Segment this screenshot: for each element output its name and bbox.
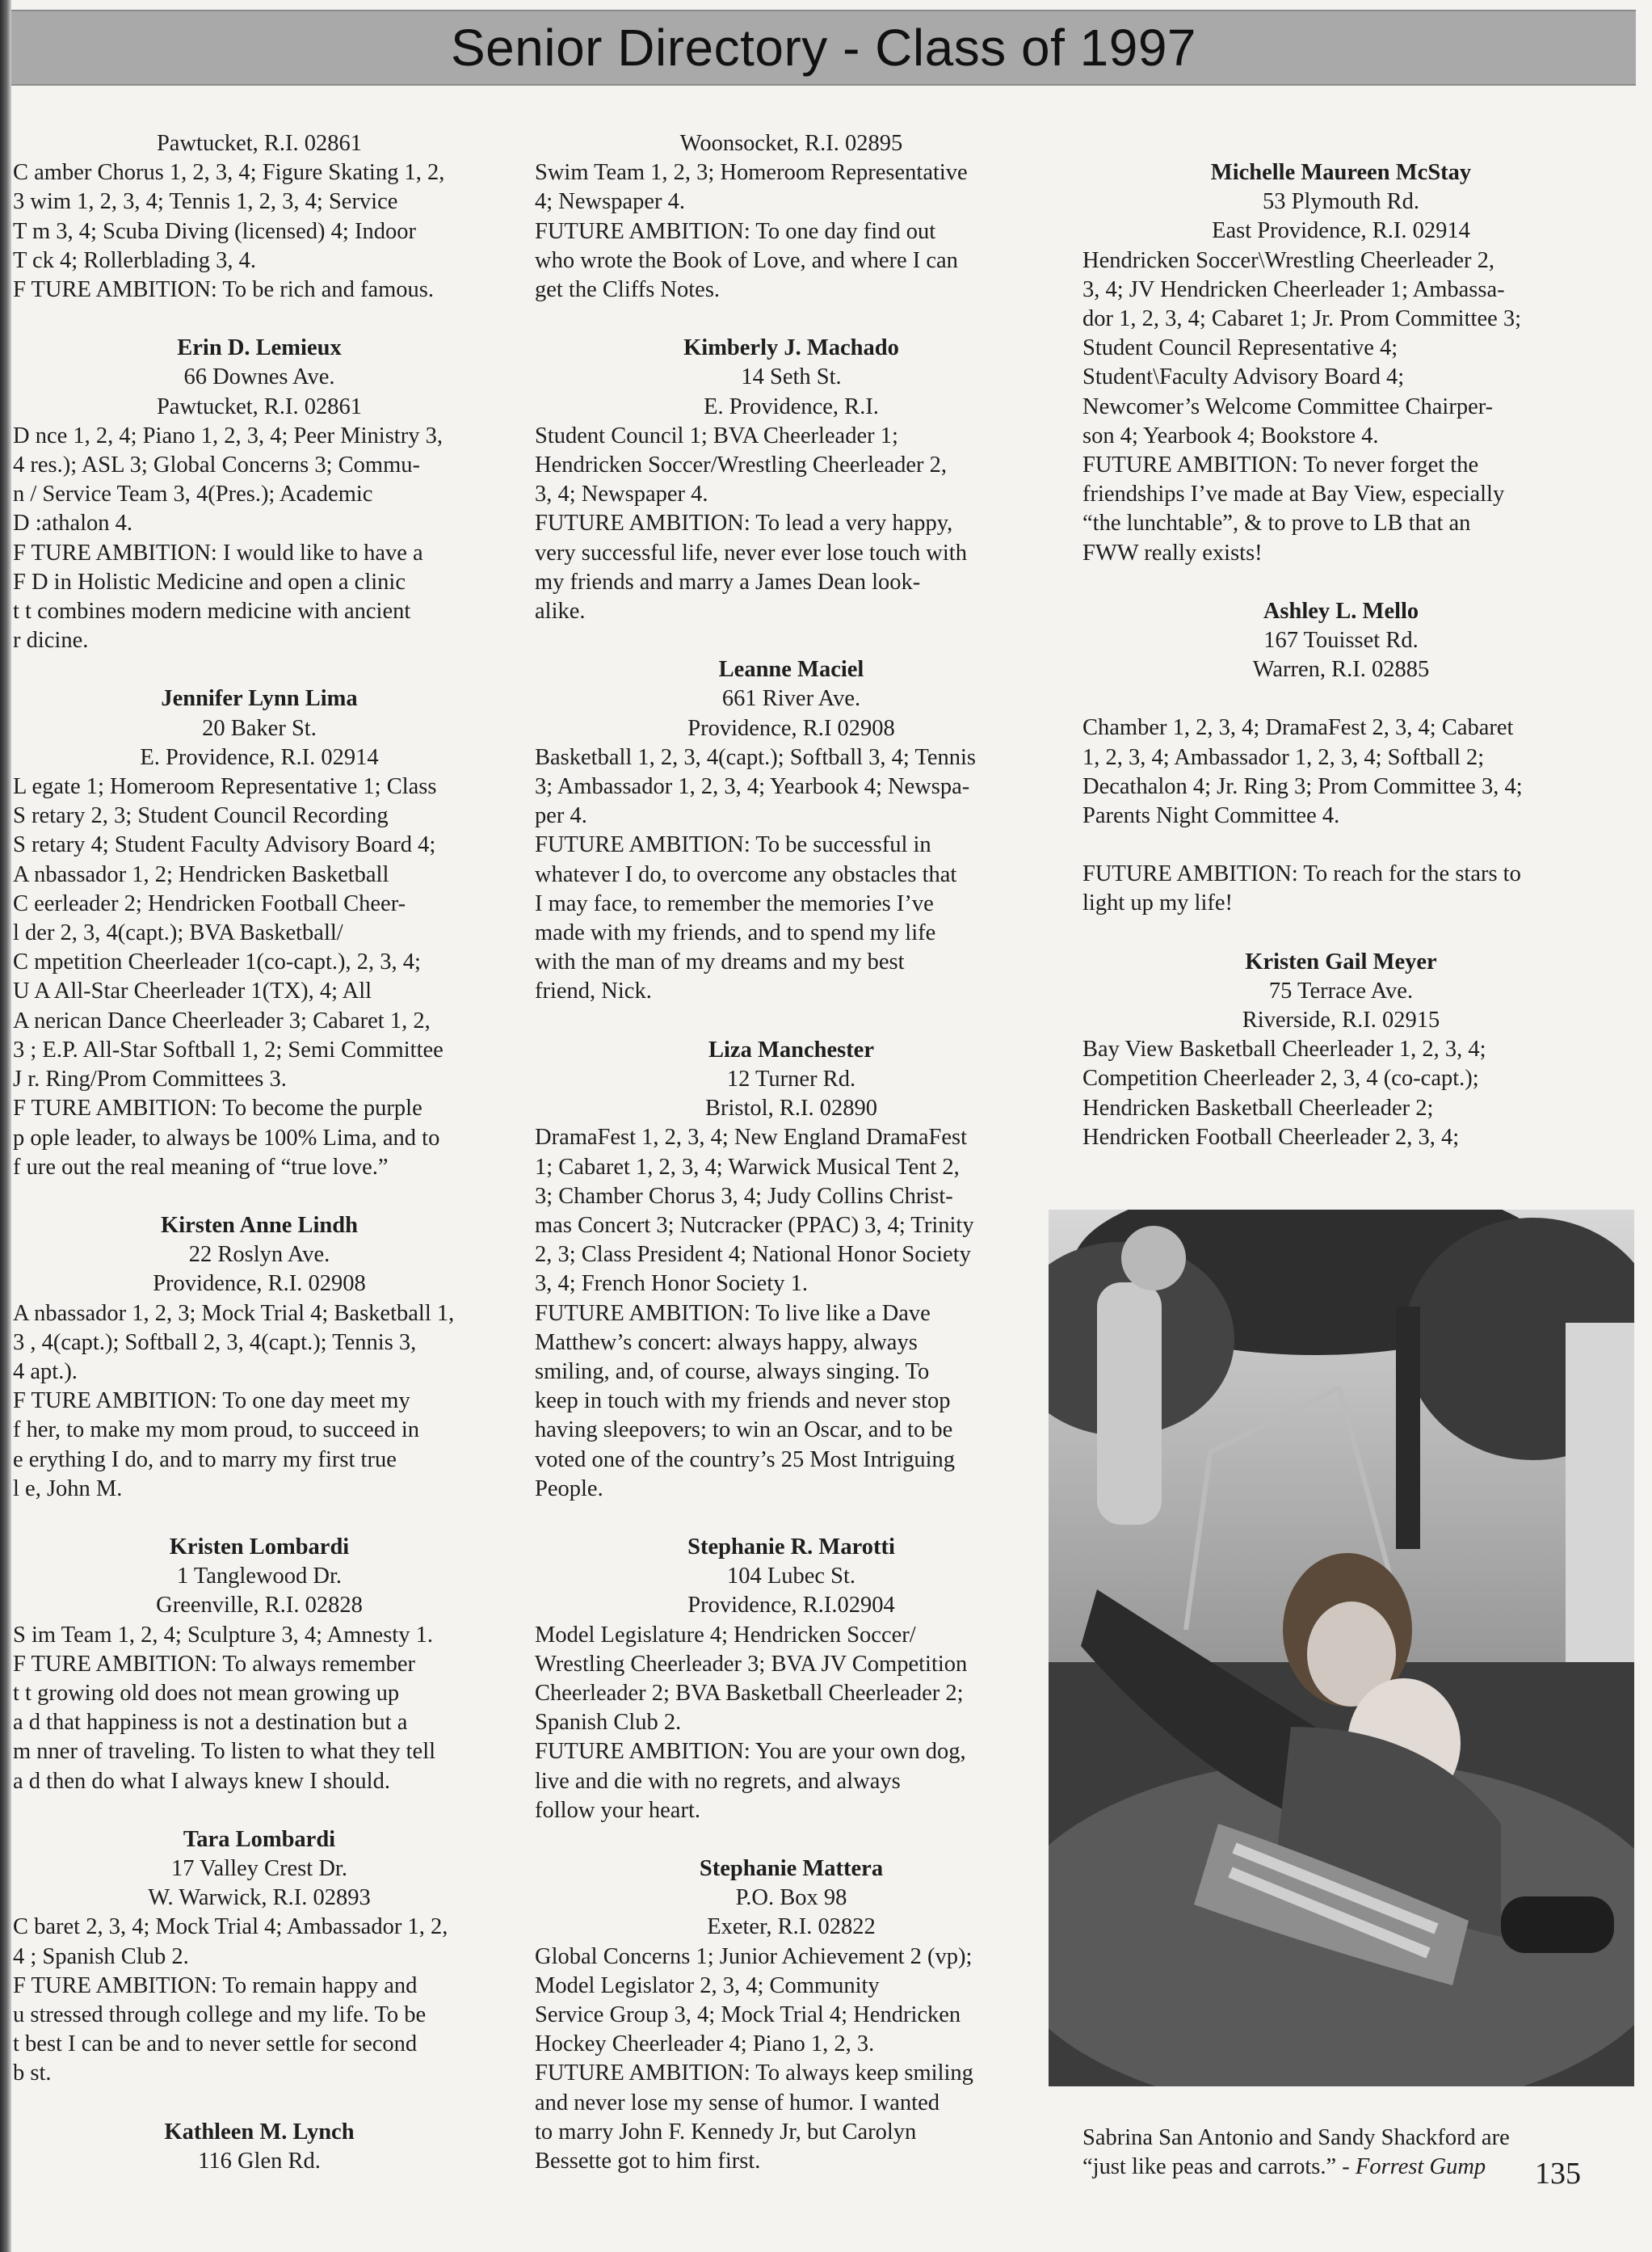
address-line: Woonsocket, R.I. 02895 xyxy=(679,131,903,156)
activity-line: light up my life! xyxy=(1082,890,1234,916)
activity-line: People. xyxy=(535,1475,603,1501)
activity-line: alike. xyxy=(535,599,586,625)
activity-line: I may face, to remember the memories I’ve xyxy=(535,890,934,916)
activity-line: t t combines modern medicine with ancient xyxy=(13,599,411,625)
photo-image xyxy=(1049,1210,1634,2086)
page-header xyxy=(11,10,1636,86)
photo-caption-text: “just like peas and carrots.” - xyxy=(1082,2154,1356,2179)
address-line: 22 Roslyn Ave. xyxy=(188,1242,330,1268)
spacer xyxy=(1082,919,1599,948)
address-line: Providence, R.I 02908 xyxy=(687,715,895,741)
activity-line: Hendricken Basketball Cheerleader 2; xyxy=(1082,1095,1434,1121)
activity-line: FUTURE AMBITION: To always keep smiling xyxy=(535,2060,973,2086)
photo-caption xyxy=(1082,2124,1510,2182)
activity-line: Spanish Club 2. xyxy=(535,1710,682,1736)
activity-line: Matthew’s concert: always happy, always xyxy=(535,1329,918,1355)
address-line: 17 Valley Crest Dr. xyxy=(171,1855,347,1881)
activity-line: Hockey Cheerleader 4; Piano 1, 2, 3. xyxy=(535,2031,875,2057)
activity-line: 4 ; Spanish Club 2. xyxy=(13,1943,189,1969)
activity-line: 4; Newspaper 4. xyxy=(535,189,685,215)
student-name: Erin D. Lemieux xyxy=(177,335,342,361)
address-line: Bristol, R.I. 02890 xyxy=(705,1096,877,1122)
address-line: 104 Lubec St. xyxy=(726,1564,856,1589)
spacer xyxy=(535,626,1048,655)
activity-line: L egate 1; Homeroom Representative 1; Class xyxy=(13,774,437,800)
address-line: 116 Glen Rd. xyxy=(198,2148,321,2174)
activity-line: Student\Faculty Advisory Board 4; xyxy=(1082,364,1405,390)
student-name: Stephanie Mattera xyxy=(699,1855,884,1881)
activity-line: “the lunchtable”, & to prove to LB that an xyxy=(1082,511,1471,537)
student-name: Kathleen M. Lynch xyxy=(164,2119,355,2145)
activity-line: to marry John F. Kennedy Jr, but Carolyn xyxy=(535,2119,917,2145)
address-line: 14 Seth St. xyxy=(741,364,842,390)
activity-line: S retary 2, 3; Student Council Recording xyxy=(13,803,389,829)
activity-line: F TURE AMBITION: To be rich and famous. xyxy=(13,277,434,303)
address-line: 1 Tanglewood Dr. xyxy=(176,1564,343,1589)
activity-line: S retary 4; Student Faculty Advisory Board 4; xyxy=(13,832,436,858)
address-line: 53 Plymouth Rd. xyxy=(1263,189,1419,215)
activity-line: r dicine. xyxy=(13,628,89,654)
activity-line: made with my friends, and to spend my life xyxy=(535,920,936,946)
activity-line: 3, 4; French Honor Society 1. xyxy=(535,1271,808,1297)
binding-edge xyxy=(0,0,11,2252)
activity-line: f ure out the real meaning of “true love.” xyxy=(13,1154,389,1180)
page-title: Senior Directory - Class of 1997 xyxy=(450,19,1197,77)
activity-line: son 4; Yearbook 4; Bookstore 4. xyxy=(1082,423,1379,448)
activity-line: u stressed through college and my life. To be xyxy=(13,2002,427,2027)
activity-line: Swim Team 1, 2, 3; Homeroom Representative xyxy=(535,160,968,186)
address-line: 66 Downes Ave. xyxy=(183,364,335,390)
activity-line: DramaFest 1, 2, 3, 4; New England DramaFest xyxy=(535,1125,968,1151)
spacer xyxy=(13,305,506,334)
student-name: Leanne Maciel xyxy=(718,657,864,683)
address-line: Pawtucket, R.I. 02861 xyxy=(156,131,363,156)
activity-line: per 4. xyxy=(535,803,587,829)
activity-line: n / Service Team 3, 4(Pres.); Academic xyxy=(13,482,373,507)
spacer xyxy=(535,305,1048,334)
activity-line: Bay View Basketball Cheerleader 1, 2, 3, 4; xyxy=(1082,1037,1486,1063)
activity-line: FUTURE AMBITION: To lead a very happy, xyxy=(535,511,953,537)
address-line: Pawtucket, R.I. 02861 xyxy=(156,394,363,419)
student-name: Stephanie R. Marotti xyxy=(687,1534,895,1560)
activity-line: l der 2, 3, 4(capt.); BVA Basketball/ xyxy=(13,920,343,946)
photo-caption-line-2 xyxy=(1082,2153,1510,2182)
activity-line: T m 3, 4; Scuba Diving (licensed) 4; Indoor xyxy=(13,218,416,244)
address-line: 167 Touisset Rd. xyxy=(1263,628,1419,654)
activity-line: l e, John M. xyxy=(13,1475,123,1501)
activity-line: friendships I’ve made at Bay View, especially xyxy=(1082,482,1505,507)
address-line: 12 Turner Rd. xyxy=(726,1066,856,1092)
activity-line: Wrestling Cheerleader 3; BVA JV Competition xyxy=(535,1651,968,1677)
student-name: Liza Manchester xyxy=(708,1037,874,1063)
address-line: Warren, R.I. 02885 xyxy=(1252,657,1430,683)
activity-line: 3 , 4(capt.); Softball 2, 3, 4(capt.); Tennis 3, xyxy=(13,1329,417,1355)
spacer xyxy=(13,2089,506,2118)
activity-line: C eerleader 2; Hendricken Football Cheer- xyxy=(13,890,406,916)
activity-line: J r. Ring/Prom Committees 3. xyxy=(13,1067,287,1092)
student-name: Kimberly J. Machado xyxy=(683,335,899,361)
activity-line: Student Council Representative 4; xyxy=(1082,335,1398,361)
address-line: 75 Terrace Ave. xyxy=(1268,978,1414,1004)
activity-line: smiling, and, of course, always singing. To xyxy=(535,1358,930,1384)
activity-line: F TURE AMBITION: To become the purple xyxy=(13,1096,422,1122)
activity-line: and never lose my sense of humor. I wanted xyxy=(535,2090,939,2115)
address-line: 20 Baker St. xyxy=(202,715,317,741)
activity-line: 1, 2, 3, 4; Ambassador 1, 2, 3, 4; Softball 2; xyxy=(1082,744,1485,770)
activity-line: 3, 4; JV Hendricken Cheerleader 1; Ambassa- xyxy=(1082,276,1505,302)
activity-line: A nbassador 1, 2; Hendricken Basketball xyxy=(13,861,389,887)
activity-line: FWW really exists! xyxy=(1082,540,1263,566)
activity-line: U A All-Star Cheerleader 1(TX), 4; All xyxy=(13,979,372,1004)
activity-line: Newcomer’s Welcome Committee Chairper- xyxy=(1082,394,1494,419)
activity-line: b st. xyxy=(13,2060,52,2086)
student-name: Kristen Gail Meyer xyxy=(1245,949,1437,974)
activity-line: F D in Holistic Medicine and open a clinic xyxy=(13,569,406,595)
activity-line: T ck 4; Rollerblading 3, 4. xyxy=(13,247,257,273)
activity-line: get the Cliffs Notes. xyxy=(535,277,721,303)
photo-caption-line-1: Sabrina San Antonio and Sandy Shackford are xyxy=(1082,2125,1510,2150)
activity-line: p ople leader, to always be 100% Lima, and to xyxy=(13,1125,440,1151)
address-line: Providence, R.I. 02908 xyxy=(153,1271,366,1297)
student-photo xyxy=(1049,1210,1634,2086)
activity-line: f her, to make my mom proud, to succeed in xyxy=(13,1417,420,1443)
spacer xyxy=(13,1796,506,1825)
activity-line: 3 wim 1, 2, 3, 4; Tennis 1, 2, 3, 4; Service xyxy=(13,189,398,215)
activity-line: C amber Chorus 1, 2, 3, 4; Figure Skating 1, 2, xyxy=(13,160,445,186)
activity-line: C mpetition Cheerleader 1(co-capt.), 2, 3, 4; xyxy=(13,949,421,975)
activity-line: 2, 3; Class President 4; National Honor Society xyxy=(535,1242,971,1268)
activity-line: F TURE AMBITION: I would like to have a xyxy=(13,540,423,566)
spacer xyxy=(13,655,506,684)
address-line: E. Providence, R.I. xyxy=(704,394,879,419)
activity-line: Decathalon 4; Jr. Ring 3; Prom Committee 3, 4; xyxy=(1082,773,1523,799)
spacer xyxy=(1082,831,1599,860)
address-line: East Providence, R.I. 02914 xyxy=(1212,218,1470,244)
activity-line: 4 apt.). xyxy=(13,1358,78,1384)
activity-line: live and die with no regrets, and always xyxy=(535,1768,901,1794)
student-name: Kirsten Anne Lindh xyxy=(161,1212,358,1238)
activity-line: Global Concerns 1; Junior Achievement 2 (vp); xyxy=(535,1943,973,1969)
activity-line: Cheerleader 2; BVA Basketball Cheerleader 2; xyxy=(535,1680,964,1706)
activity-line: who wrote the Book of Love, and where I can xyxy=(535,247,958,273)
spacer xyxy=(1082,568,1599,597)
spacer xyxy=(1082,129,1599,158)
activity-line: having sleepovers; to win an Oscar, and to be xyxy=(535,1417,953,1443)
column-3 xyxy=(1082,129,1599,1152)
address-line: Providence, R.I.02904 xyxy=(687,1593,895,1618)
activity-line: S im Team 1, 2, 4; Sculpture 3, 4; Amnesty 1. xyxy=(13,1622,433,1648)
activity-line: A nbassador 1, 2, 3; Mock Trial 4; Basketball 1, xyxy=(13,1300,455,1326)
activity-line: Hendricken Football Cheerleader 2, 3, 4; xyxy=(1082,1124,1460,1150)
activity-line: FUTURE AMBITION: To never forget the xyxy=(1082,453,1479,478)
activity-line: friend, Nick. xyxy=(535,979,652,1004)
activity-line: keep in touch with my friends and never stop xyxy=(535,1388,951,1414)
address-line: E. Providence, R.I. 02914 xyxy=(140,744,379,770)
activity-line: Hendricken Soccer\Wrestling Cheerleader 2, xyxy=(1082,247,1495,273)
activity-line: Basketball 1, 2, 3, 4(capt.); Softball 3, 4; Tennis xyxy=(535,744,977,770)
activity-line: 4 res.); ASL 3; Global Concerns 3; Commu- xyxy=(13,453,420,478)
activity-line: Parents Night Committee 4. xyxy=(1082,803,1340,829)
activity-line: with the man of my dreams and my best xyxy=(535,949,905,975)
spacer xyxy=(535,1825,1048,1854)
activity-line: my friends and marry a James Dean look- xyxy=(535,569,921,595)
activity-line: Service Group 3, 4; Mock Trial 4; Hendricken xyxy=(535,2002,961,2027)
spacer xyxy=(1082,684,1599,713)
activity-line: 3 ; E.P. All-Star Softball 1, 2; Semi Committee xyxy=(13,1037,443,1063)
activity-line: FUTURE AMBITION: To reach for the stars to xyxy=(1082,861,1521,887)
activity-line: 1; Cabaret 1, 2, 3, 4; Warwick Musical Tent 2, xyxy=(535,1154,960,1180)
activity-line: C baret 2, 3, 4; Mock Trial 4; Ambassador 1, 2, xyxy=(13,1914,448,1940)
address-line: P.O. Box 98 xyxy=(735,1885,847,1911)
activity-line: Hendricken Soccer/Wrestling Cheerleader 2, xyxy=(535,453,948,478)
activity-line: whatever I do, to overcome any obstacles that xyxy=(535,861,957,887)
activity-line: t t growing old does not mean growing up xyxy=(13,1680,400,1706)
student-name: Kristen Lombardi xyxy=(169,1534,350,1560)
activity-line: 3; Ambassador 1, 2, 3, 4; Yearbook 4; Newspa- xyxy=(535,774,970,800)
activity-line: a d then do what I always knew I should. xyxy=(13,1768,390,1794)
address-line: Exeter, R.I. 02822 xyxy=(707,1914,876,1940)
activity-line: FUTURE AMBITION: To live like a Dave xyxy=(535,1300,931,1326)
activity-line: t best I can be and to never settle for second xyxy=(13,2031,418,2057)
activity-line: F TURE AMBITION: To always remember xyxy=(13,1651,416,1677)
address-line: W. Warwick, R.I. 02893 xyxy=(148,1885,371,1911)
activity-line: 3, 4; Newspaper 4. xyxy=(535,482,708,507)
activity-line: D nce 1, 2, 4; Piano 1, 2, 3, 4; Peer Ministry 3, xyxy=(13,423,443,448)
activity-line: FUTURE AMBITION: To be successful in xyxy=(535,832,931,858)
activity-line: dor 1, 2, 3, 4; Cabaret 1; Jr. Prom Committee 3; xyxy=(1082,306,1522,332)
student-name: Michelle Maureen McStay xyxy=(1210,160,1472,185)
activity-line: follow your heart. xyxy=(535,1797,700,1823)
address-line: 661 River Ave. xyxy=(721,686,861,712)
activity-line: a d that happiness is not a destination but a xyxy=(13,1710,408,1736)
column-2 xyxy=(535,129,1048,2176)
activity-line: FUTURE AMBITION: To one day find out xyxy=(535,218,936,244)
page-number: 135 xyxy=(1535,2157,1581,2191)
spacer xyxy=(13,1504,506,1533)
activity-line: mas Concert 3; Nutcracker (PPAC) 3, 4; Trinity xyxy=(535,1212,974,1238)
activity-line: Chamber 1, 2, 3, 4; DramaFest 2, 3, 4; Cabaret xyxy=(1082,715,1514,741)
activity-line: Competition Cheerleader 2, 3, 4 (co-capt.); xyxy=(1082,1066,1479,1092)
activity-line: Model Legislature 4; Hendricken Soccer/ xyxy=(535,1622,916,1648)
spacer xyxy=(535,1504,1048,1533)
spacer xyxy=(13,1182,506,1211)
address-line: Greenville, R.I. 02828 xyxy=(156,1593,363,1618)
activity-line: FUTURE AMBITION: You are your own dog, xyxy=(535,1739,966,1765)
activity-line: F TURE AMBITION: To one day meet my xyxy=(13,1388,410,1414)
student-name: Jennifer Lynn Lima xyxy=(161,686,358,712)
activity-line: Model Legislator 2, 3, 4; Community xyxy=(535,1972,880,1998)
photo-caption-attribution: Forrest Gump xyxy=(1355,2154,1486,2179)
spacer xyxy=(535,1007,1048,1036)
activity-line: Student Council 1; BVA Cheerleader 1; xyxy=(535,423,898,448)
activity-line: voted one of the country’s 25 Most Intriguing xyxy=(535,1446,956,1472)
activity-line: F TURE AMBITION: To remain happy and xyxy=(13,1972,418,1998)
activity-line: very successful life, never ever lose touch with xyxy=(535,540,967,566)
activity-line: A nerican Dance Cheerleader 3; Cabaret 1, 2, xyxy=(13,1008,431,1033)
activity-line: D :athalon 4. xyxy=(13,511,133,537)
activity-line: 3; Chamber Chorus 3, 4; Judy Collins Christ- xyxy=(535,1183,953,1209)
student-name: Ashley L. Mello xyxy=(1263,598,1419,624)
address-line: Riverside, R.I. 02915 xyxy=(1242,1008,1440,1033)
activity-line: e erything I do, and to marry my first true xyxy=(13,1446,397,1472)
activity-line: m nner of traveling. To listen to what they tell xyxy=(13,1739,436,1765)
column-1 xyxy=(13,129,506,2176)
activity-line: Bessette got to him first. xyxy=(535,2149,761,2174)
student-name: Tara Lombardi xyxy=(183,1826,336,1852)
